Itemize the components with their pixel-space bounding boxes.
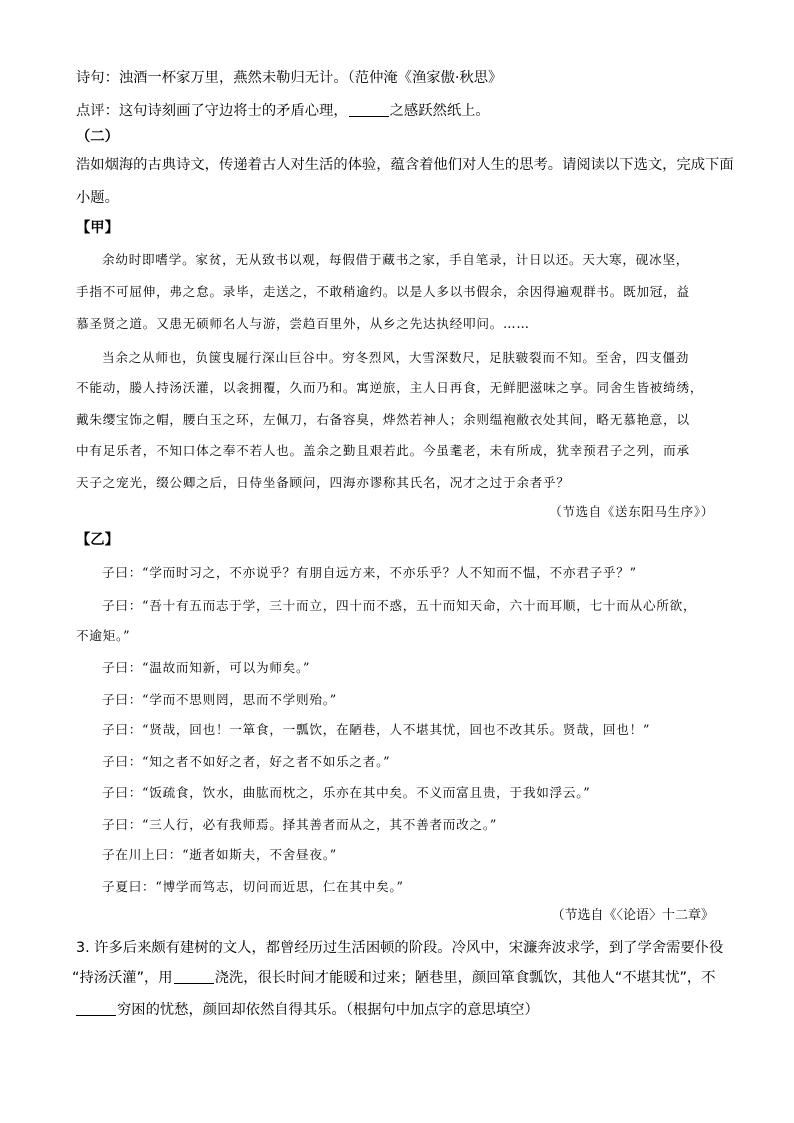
q3-text-after-blank: 穷困的忧愁，颜回却依然自得其乐。（根据句中加点字的意思填空）	[117, 1002, 539, 1018]
jia-line: 不能动，媵人持汤沃灌，以衾拥覆，久而乃和。寓逆旅，主人日再食，无鲜肥滋味之享。同舍生皆被绮绣，	[76, 380, 704, 395]
question-3-line-1: 3. 许多后来颇有建树的文人，都曾经历过生活困顿的阶段。冷风中，宋濂奔波求学，到了学舍需要仆役	[76, 940, 724, 956]
yi-source: （节选自《〈论语〉十二章》	[551, 908, 714, 923]
yi-line: 子曰：“三人行，必有我师焉。择其善者而从之，其不善者而改之。”	[102, 817, 498, 832]
intro-line-1: 浩如烟海的古典诗文，传递着古人对生活的体验，蕴含着他们对人生的思考。请阅读以下选文，完成下面	[76, 157, 734, 173]
yi-line: 不逾矩。”	[76, 628, 131, 643]
yi-line: 子曰：“吾十有五而志于学，三十而立，四十而不惑，五十而知天命，六十而耳顺，七十而从心所欲，	[102, 598, 697, 613]
q3-text-after-blank: 浇洗，很长时间才能暖和过来；陋巷里，颜回箪食瓢饮，其他人“不堪其忧”，不	[214, 970, 716, 986]
answer-blank[interactable]	[76, 1001, 116, 1016]
question-3-line-3	[76, 1000, 539, 1020]
question-3-line-2	[72, 968, 716, 988]
jia-line: 慕圣贤之道。又患无硕师名人与游，尝趋百里外，从乡之先达执经叩问。……	[76, 316, 530, 331]
intro-line-2: 小题。	[76, 190, 119, 206]
label-yi: 【乙】	[76, 532, 119, 548]
jia-line: 余幼时即嗜学。家贫，无从致书以观，每假借于藏书之家，手自笔录，计日以还。天大寒，砚冰坚，	[102, 252, 690, 267]
poem-line: 诗句：浊酒一杯家万里，燕然未勒归无计。（范仲淹《渔家傲·秋思》	[76, 70, 503, 86]
jia-line: 手指不可屈伸，弗之怠。录毕，走送之，不敢稍逾约。以是人多以书假余，余因得遍观群书。既加冠，益	[76, 284, 690, 299]
yi-line: 子在川上曰：“逝者如斯夫，不舍昼夜。”	[102, 847, 337, 862]
answer-blank[interactable]	[174, 969, 214, 984]
yi-line: 子曰：“学而时习之，不亦说乎？有朋自远方来，不亦乐乎？人不知而不愠，不亦君子乎？”	[102, 565, 637, 580]
jia-line: 当余之从师也，负箧曳屣行深山巨谷中。穷冬烈风，大雪深数尺，足肤皲裂而不知。至舍，四支僵劲	[102, 350, 690, 365]
jia-source: （节选自《送东阳马生序》）	[549, 504, 714, 519]
q3-text-before-blank: “持汤沃灌”，用	[72, 970, 173, 986]
yi-line: 子曰：“学而不思则罔，思而不学则殆。”	[102, 692, 337, 707]
section-heading-two: （二）	[76, 129, 119, 145]
jia-line: 戴朱缨宝饰之帽，腰白玉之环，左佩刀，右备容臭，烨然若神人；余则缊袍敝衣处其间，略无慕艳意，以	[76, 412, 690, 427]
comment-line	[76, 101, 490, 121]
comment-text-after: 之感跃然纸上。	[389, 103, 490, 119]
yi-line: 子曰：“温故而知新，可以为师矣。”	[102, 660, 311, 675]
label-jia: 【甲】	[76, 220, 119, 236]
yi-line: 子曰：“饭疏食，饮水，曲肱而枕之，乐亦在其中矣。不义而富且贵，于我如浮云。”	[102, 785, 591, 800]
jia-line: 中有足乐者，不知口体之奉不若人也。盖余之勤且艰若此。今虽耄老，未有所成，犹幸预君子之列，而承	[76, 443, 690, 458]
comment-text-before: 点评：这句诗刻画了守边将士的矛盾心理，	[76, 103, 348, 119]
yi-line: 子曰：“贤哉，回也！一箪食，一瓢饮，在陋巷，人不堪其忧，回也不改其乐。贤哉，回也！”	[102, 722, 651, 737]
yi-line: 子曰：“知之者不如好之者，好之者不如乐之者。”	[102, 754, 391, 769]
yi-line: 子夏曰：“博学而笃志，切问而近思，仁在其中矣。”	[102, 879, 404, 894]
jia-line: 天子之宠光，缀公卿之后，日侍坐备顾问，四海亦谬称其氏名，况才之过于余者乎？	[76, 475, 570, 490]
answer-blank[interactable]	[349, 102, 389, 117]
